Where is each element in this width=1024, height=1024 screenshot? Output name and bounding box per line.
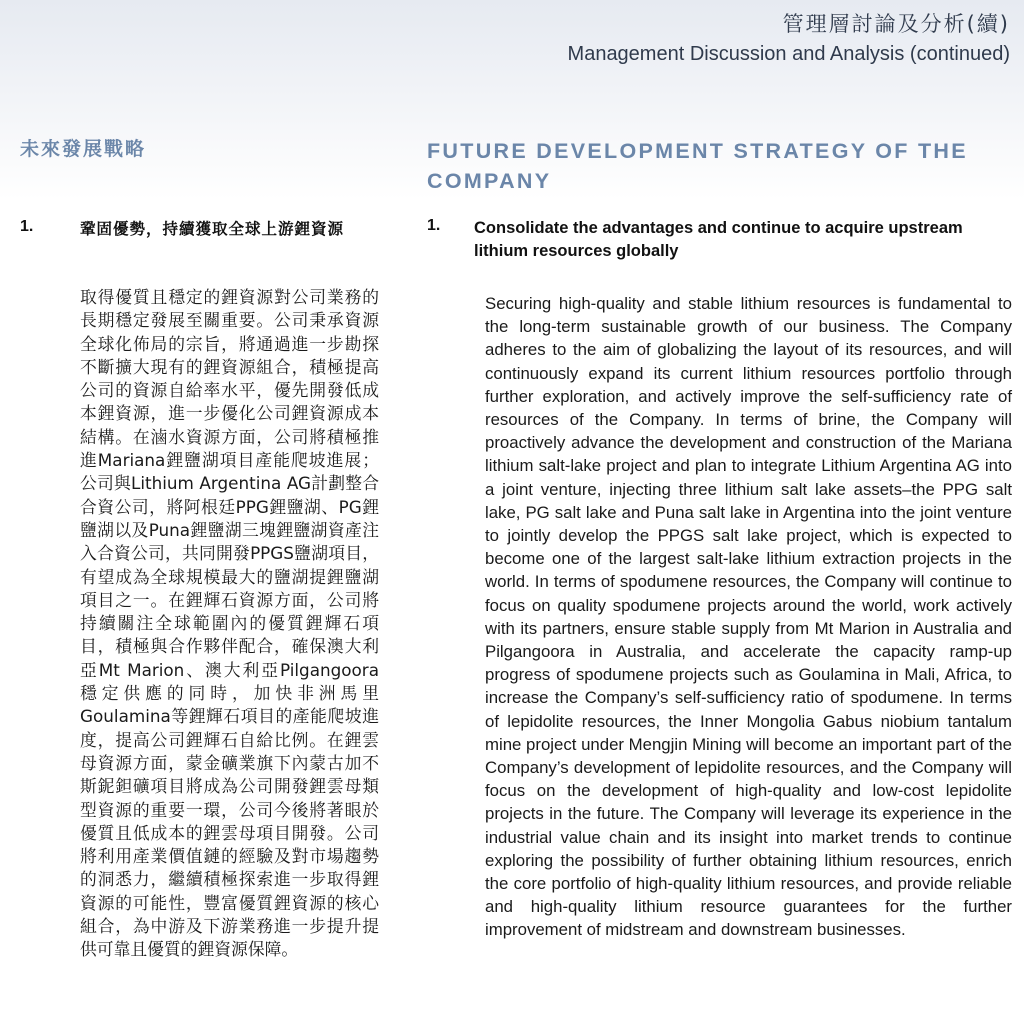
- item-number-english: 1.: [427, 217, 441, 234]
- section-title-english: FUTURE DEVELOPMENT STRATEGY OF THE COMPANY: [427, 139, 968, 193]
- item-number-chinese: 1.: [20, 218, 34, 235]
- item-heading-english: [427, 217, 1013, 263]
- section-title-chinese: 未來發展戰略: [20, 138, 147, 160]
- english-column: [427, 136, 1013, 942]
- page-header: [568, 8, 1010, 68]
- item-title-chinese: 鞏固優勢，持續獲取全球上游鋰資源: [80, 220, 345, 238]
- header-title-chinese: 管理層討論及分析(續): [782, 12, 1010, 36]
- header-title-english: Management Discussion and Analysis (continued): [567, 43, 1010, 65]
- item-heading-chinese: [20, 218, 392, 240]
- chinese-column: [20, 136, 392, 962]
- body-paragraph-english: Securing high-quality and stable lithium resources is fundamental to the long-term sustainable growth of our business. The Company adheres to the aim of globalizing the layout of its resources, and will continuously expand its current lithium resources portfolio through further exploration, and actively improve the self-sufficiency rate of resources of the Company. In terms of brine, the Company will proactively advance the development and construction of the Mariana lithium salt-lake project and plan to integrate Lithium Argentina AG into a joint venture, injecting three lithium salt lake assets–the PPG salt lake, PG salt lake and Puna salt lake in Argentina into the joint venture to jointly develop the PPGS salt lake project, which is expected to become one of the largest salt-lake lithium extraction projects in the world. In terms of spodumene resources, the Company will continue to focus on quality spodumene projects around the world, work actively with its partners, ensure stable supply from Mt Marion in Australia and Pilgangoora in Australia, and accelerate the capacity ramp-up progress of spodumene projects such as Goulamina in Mali, Africa, to increase the Company’s self-sufficiency ratio of spodumene. In terms of lepidolite resources, the Inner Mongolia Gabus niobium tantalum mine project under Mengjin Mining will become an important part of the Company’s development of lepidolite resources, and the Company will focus on the development of high-quality and low-cost lepidolite projects in the future. The Company will leverage its experience in the industrial value chain and its insight into market trends to continue exploring the possibility of further obtaining lithium resources, enrich the core portfolio of high-quality lithium resources, and provide reliable and high-quality lithium resource guarantees for the further improvement of midstream and downstream businesses.: [485, 294, 1013, 940]
- body-paragraph-chinese: 取得優質且穩定的鋰資源對公司業務的長期穩定發展至關重要。公司秉承資源全球化佈局的宗旨，將通過進一步勘探不斷擴大現有的鋰資源組合，積極提高公司的資源自給率水平，優先開發低成本鋰資源，進一步優化公司鋰資源成本結構。在滷水資源方面，公司將積極推進Mariana鋰鹽湖項目產能爬坡進展；公司與Lithium Argentina AG計劃整合合資公司，將阿根廷PPG鋰鹽湖、PG鋰鹽湖以及Puna鋰鹽湖三塊鋰鹽湖資產注入合資公司，共同開發PPGS鹽湖項目，有望成為全球規模最大的鹽湖提鋰鹽湖項目之一。在鋰輝石資源方面，公司將持續關注全球範圍內的優質鋰輝石項目，積極與合作夥伴配合，確保澳大利亞Mt Marion、澳大利亞Pilgangoora穩定供應的同時，加快非洲馬里Goulamina等鋰輝石項目的產能爬坡進度，提高公司鋰輝石自給比例。在鋰雲母資源方面，蒙金礦業旗下內蒙古加不斯鈮鉭礦項目將成為公司開發鋰雲母類型資源的重要一環，公司今後將著眼於優質且低成本的鋰雲母項目開發。公司將利用產業價值鏈的經驗及對市場趨勢的洞悉力，繼續積極探索進一步取得鋰資源的可能性，豐富優質鋰資源的核心組合，為中游及下游業務進一步提升提供可靠且優質的鋰資源保障。: [80, 287, 379, 960]
- item-title-english: Consolidate the advantages and continue to acquire upstream lithium resources globally: [474, 219, 963, 260]
